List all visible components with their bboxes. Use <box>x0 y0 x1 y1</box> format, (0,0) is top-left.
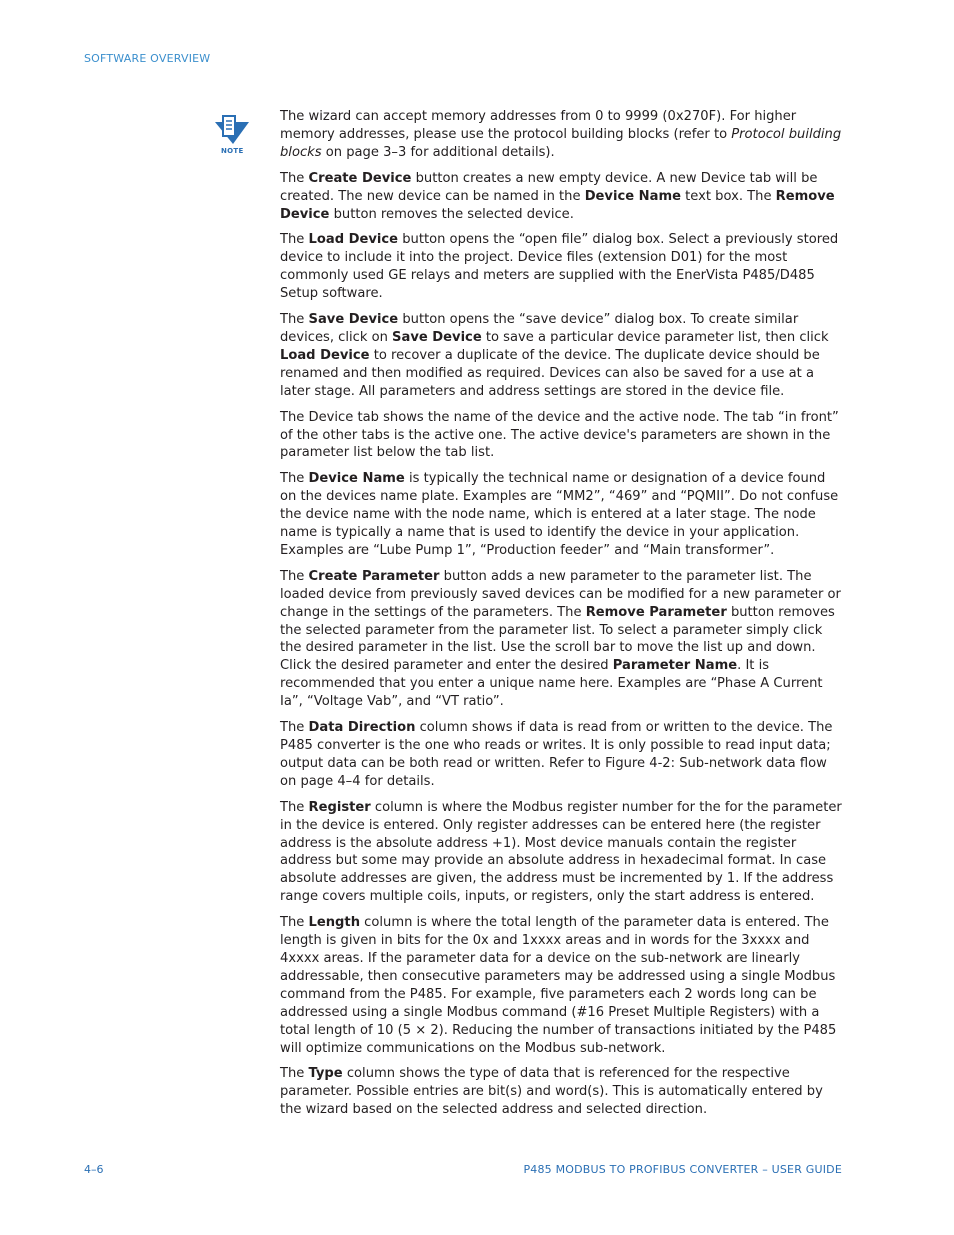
text-run: to recover a duplicate of the device. The duplicate device should be renamed and then modified as required. Devices can also be saved for a use at a later stage. All parameters and address settings are stored in the device file. <box>280 347 820 399</box>
bold-term: Create Parameter <box>308 568 440 584</box>
text-run: column shows if data is read from or written to the device. The P485 converter is the one who reads or writes. It is only possible to read input data; output data can be both read or written. Refer to Figure 4-2: Sub-network data flow on page 4–4 for details. <box>280 720 833 789</box>
paragraph <box>280 108 842 162</box>
text-run: . It is recommended that you enter a unique name here. Examples are “Phase A Current Ia”, “Voltage Vab”, and “VT ratio”. <box>280 658 823 710</box>
note-label: NOTE <box>221 147 244 155</box>
paragraph <box>280 719 842 791</box>
text-run: The Device tab shows the name of the device and the active node. The tab “in front” of the other tabs is the active one. The active device's parameters are shown in the parameter list below the tab list. <box>280 409 839 461</box>
bold-term: Parameter Name <box>612 658 738 674</box>
text-run: The <box>280 720 309 736</box>
bold-term: Remove Parameter <box>585 604 727 620</box>
text-run: The <box>280 568 309 584</box>
text-run: button removes the selected device. <box>329 206 574 222</box>
page-number: 4–6 <box>84 1163 104 1176</box>
body-text <box>280 108 842 1127</box>
text-run: on page 3–3 for additional details). <box>321 144 555 160</box>
text-run: The wizard can accept memory addresses from 0 to 9999 (0x270F). For higher memory addresses, please use the protocol building blocks (refer to <box>280 109 797 142</box>
text-run: The <box>280 471 309 487</box>
text-run: button opens the “save device” dialog box. To create similar devices, click on <box>280 312 799 345</box>
bold-term: Load Device <box>280 347 370 363</box>
text-run: button adds a new parameter to the parameter list. The loaded device from previously saved devices can be modified for a new parameter or change in the settings of the parameters. The <box>280 568 841 620</box>
text-run: is typically the technical name or designation of a device found on the devices name plate. Examples are “MM2”, “469” and “PQMII”. Do not confuse the device name with the node name, which is entered at a later stage. The node name is typically a name that is used to identify the device in your application. Examples are “Lube Pump 1”, “Production feeder” and “Main transformer”. <box>280 471 839 558</box>
paragraph <box>280 568 842 711</box>
paragraph <box>280 470 842 560</box>
bold-term: Create Device <box>308 170 412 186</box>
text-run: to save a particular device parameter list, then click <box>481 329 829 345</box>
text-run: The <box>280 1066 309 1082</box>
paragraph <box>280 409 842 463</box>
bold-term: Register <box>308 799 371 815</box>
bold-term: Type <box>308 1066 343 1082</box>
bold-term: Device Name <box>584 188 681 204</box>
document-title: P485 MODBUS TO PROFIBUS CONVERTER – USER GUIDE <box>523 1163 842 1176</box>
text-run: text box. The <box>680 188 776 204</box>
section-header: SOFTWARE OVERVIEW <box>84 52 211 65</box>
bold-term: Length <box>308 915 361 931</box>
text-run: column is where the Modbus register number for the for the parameter in the device is entered. Only register addresses can be entered here (the register address is the absolute address +1). Most device manuals contain the register address but some may provide an absolute address in hexadecimal format. In case absolute addresses are given, the address must be incremented by 1. If the address range covers multiple coils, inputs, or registers, only the start address is entered. <box>280 799 842 905</box>
text-run: The <box>280 915 309 931</box>
paragraph <box>280 311 842 401</box>
text-run: The <box>280 312 309 328</box>
italic-reference: Protocol building blocks <box>280 126 842 160</box>
bold-term: Save Device <box>308 312 399 328</box>
paragraph <box>280 170 842 224</box>
paragraph <box>280 1065 842 1119</box>
text-run: The <box>280 232 309 248</box>
bold-term: Data Direction <box>308 720 416 736</box>
bold-term: Device Name <box>308 471 405 487</box>
paragraph <box>280 799 842 906</box>
text-run: column is where the total length of the parameter data is entered. The length is given in bits for the 0x and 1xxxx areas and in words for the 3xxxx and 4xxxx areas. If the parameter data for a device on the sub-network are linearly addressable, then consecutive parameters may be addressed using a single Modbus command from the P485. For example, five parameters each 2 words long can be addressed using a single Modbus command (#16 Preset Multiple Registers) with a total length of 10 (5 × 2). Reducing the number of transactions initiated by the P485 will optimize communications on the Modbus sub-network. <box>280 915 837 1056</box>
bold-term: Remove Device <box>280 188 835 222</box>
text-run: button opens the “open file” dialog box. Select a previously stored device to include it into the project. Device files (extension D01) for the most commonly used GE relays and meters are supplied with the EnerVista P485/D485 Setup software. <box>280 232 839 302</box>
text-run: The <box>280 170 309 186</box>
bold-term: Load Device <box>308 232 399 248</box>
paragraph <box>280 914 842 1057</box>
bold-term: Save Device <box>392 329 482 345</box>
text-run: The <box>280 799 309 815</box>
text-run: button removes the selected parameter from the parameter list. To select a parameter simply click the desired parameter in the list. Use the scroll bar to move the list up and down. Click the desired parameter and enter the desired <box>280 604 835 674</box>
text-run: button creates a new empty device. A new Device tab will be created. The new device can be named in the <box>280 170 818 204</box>
paragraph <box>280 231 842 303</box>
text-run: column shows the type of data that is referenced for the respective parameter. Possible entries are bit(s) and word(s). This is automatically entered by the wizard based on the selected address and selected direction. <box>280 1066 823 1118</box>
